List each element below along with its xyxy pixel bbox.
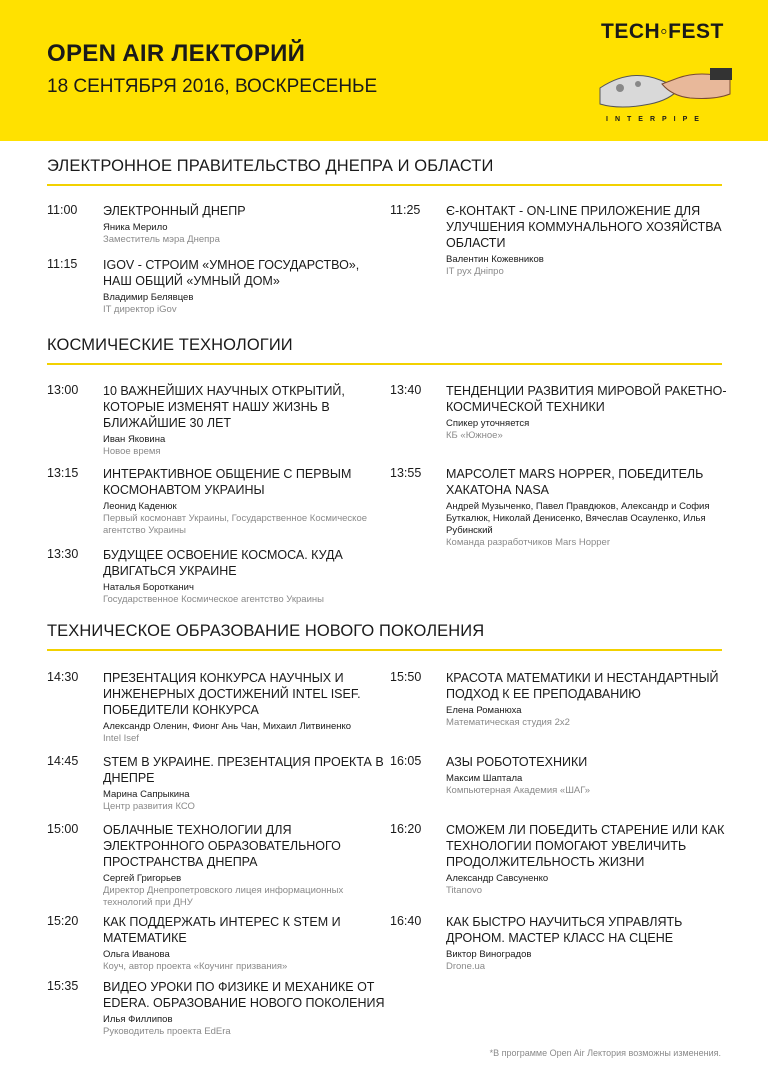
section-title-egov: ЭЛЕКТРОННОЕ ПРАВИТЕЛЬСТВО ДНЕПРА И ОБЛАСТИ — [47, 157, 494, 175]
section-divider — [47, 649, 722, 651]
item-speaker: Леонид Каденюк — [103, 501, 177, 512]
item-role: Первый космонавт Украины, Государственное Космическое агентство Украины — [103, 513, 368, 536]
item-title: ВИДЕО УРОКИ ПО ФИЗИКЕ И МЕХАНИКЕ ОТ EDERA. ОБРАЗОВАНИЕ НОВОГО ПОКОЛЕНИЯ — [103, 980, 385, 1010]
event-date: 18 СЕНТЯБРЯ 2016, ВОСКРЕСЕНЬЕ — [47, 76, 378, 97]
item-time: 11:15 — [47, 257, 78, 271]
item-role: Заместитель мэра Днепра — [103, 234, 220, 245]
techfest-logo: TECH◦FEST — [601, 20, 724, 43]
item-role: Intel Isef — [103, 733, 139, 744]
item-title: КРАСОТА МАТЕМАТИКИ И НЕСТАНДАРТНЫЙ ПОДХОД К ЕЕ ПРЕПОДАВАНИЮ — [446, 671, 719, 701]
item-speaker: Максим Шаптала — [446, 773, 523, 784]
item-title: ПРЕЗЕНТАЦИЯ КОНКУРСА НАУЧНЫХ И ИНЖЕНЕРНЫХ ДОСТИЖЕНИЙ INTEL ISEF. ПОБЕДИТЕЛИ КОНКУРСА — [103, 671, 361, 717]
header-banner — [0, 0, 768, 141]
item-speaker: Наталья Бороткaнич — [103, 582, 194, 593]
item-role: Коуч, автор проекта «Коучинг призвания» — [103, 961, 288, 972]
item-time: 14:45 — [47, 754, 79, 768]
item-time: 15:50 — [390, 670, 422, 684]
interpipe-logo: INTERPIPE — [606, 116, 706, 123]
item-time: 13:15 — [47, 466, 79, 480]
item-time: 16:05 — [390, 754, 422, 768]
item-role: КБ «Южное» — [446, 430, 503, 441]
item-time: 13:30 — [47, 547, 79, 561]
item-title: ОБЛАЧНЫЕ ТЕХНОЛОГИИ ДЛЯ ЭЛЕКТРОННОГО ОБРАЗОВАТЕЛЬНОГО ПРОСТРАНСТВА ДНЕПРА — [103, 823, 341, 869]
item-title: АЗЫ РОБОТОТЕХНИКИ — [446, 755, 588, 769]
section-divider — [47, 184, 722, 186]
section-title-space: КОСМИЧЕСКИЕ ТЕХНОЛОГИИ — [47, 336, 293, 354]
item-time: 11:25 — [390, 203, 421, 217]
item-title: STEM В УКРАИНЕ. ПРЕЗЕНТАЦИЯ ПРОЕКТА В ДНЕПРЕ — [103, 755, 384, 785]
item-title: ИНТЕРАКТИВНОЕ ОБЩЕНИЕ С ПЕРВЫМ КОСМОНАВТОМ УКРАИНЫ — [103, 467, 352, 497]
item-title: ТЕНДЕНЦИИ РАЗВИТИЯ МИРОВОЙ РАКЕТНО-КОСМИЧЕСКОЙ ТЕХНИКИ — [446, 384, 727, 414]
item-time: 14:30 — [47, 670, 79, 684]
footnote: *В программе Open Air Лектория возможны изменения. — [489, 1048, 721, 1058]
item-time: 16:40 — [390, 914, 422, 928]
item-role: Titanovo — [446, 885, 483, 896]
item-speaker: Виктор Виноградов — [446, 949, 532, 960]
item-time: 16:20 — [390, 822, 422, 836]
item-time: 13:00 — [47, 383, 79, 397]
item-role: Команда разработчиков Mars Hopper — [446, 537, 610, 548]
item-time: 15:00 — [47, 822, 79, 836]
item-role: Центр развития КСО — [103, 801, 195, 812]
item-role: Компьютерная Академия «ШАГ» — [446, 785, 591, 796]
item-role: Директор Днепропетровского лицея информационных технологий при ДНУ — [103, 885, 344, 908]
item-title: БУДУЩЕЕ ОСВОЕНИЕ КОСМОСА. КУДА ДВИГАТЬСЯ УКРАИНЕ — [103, 548, 343, 578]
item-time: 15:35 — [47, 979, 79, 993]
item-role: Математическая студия 2х2 — [446, 717, 570, 728]
item-speaker: Яника Мерило — [103, 222, 168, 233]
item-speaker: Валентин Кожевников — [446, 254, 544, 265]
item-title: МАРСОЛЕТ MARS HOPPER, ПОБЕДИТЕЛЬ ХАКАТОНА NASA — [446, 467, 704, 497]
item-speaker: Марина Сапрыкина — [103, 789, 190, 800]
item-speaker: Александр Савсуненко — [446, 873, 549, 884]
item-speaker: Ольга Иванова — [103, 949, 170, 960]
item-title: Є-КОНТАКТ - ON-LINE ПРИЛОЖЕНИЕ ДЛЯ УЛУЧШЕНИЯ КОММУНАЛЬНОГО ХОЗЯЙСТВА ОБЛАСТИ — [446, 204, 722, 250]
item-role: Новое время — [103, 446, 161, 457]
item-role: Руководитель проекта EdEra — [103, 1026, 231, 1037]
item-speaker: Владимир Белявцев — [103, 292, 194, 303]
item-role: IT директор iGov — [103, 304, 177, 315]
item-title: КАК БЫСТРО НАУЧИТЬСЯ УПРАВЛЯТЬ ДРОНОМ. МАСТЕР КЛАСС НА СЦЕНЕ — [446, 915, 683, 945]
item-role: Государственное Космическое агентство Украины — [103, 594, 324, 605]
item-speaker: Елена Романюха — [446, 705, 522, 716]
item-title: 10 ВАЖНЕЙШИХ НАУЧНЫХ ОТКРЫТИЙ, КОТОРЫЕ ИЗМЕНЯТ НАШУ ЖИЗНЬ В БЛИЖАЙШИЕ 30 ЛЕТ — [103, 384, 345, 430]
item-time: 15:20 — [47, 914, 79, 928]
section-divider — [47, 363, 722, 365]
item-speaker: Иван Яковина — [103, 434, 166, 445]
item-speaker: Спикер уточняется — [446, 418, 530, 429]
item-title: ЭЛЕКТРОННЫЙ ДНЕПР — [103, 204, 246, 218]
item-role: IT рух Дніпро — [446, 266, 504, 277]
item-speaker: Андрей Музыченко, Павел Правдюков, Александр и София Буткалюк, Николай Денисенко, Вячеслав Осауленко, Илья Рубинский — [446, 501, 710, 536]
item-role: Drone.ua — [446, 961, 486, 972]
item-time: 13:55 — [390, 466, 422, 480]
page-title: OPEN AIR ЛЕКТОРИЙ — [47, 40, 306, 67]
item-speaker: Сергей Григорьев — [103, 873, 182, 884]
item-title: КАК ПОДДЕРЖАТЬ ИНТЕРЕС К STEM И МАТЕМАТИКЕ — [103, 915, 341, 945]
item-time: 13:40 — [390, 383, 422, 397]
section-title-education: ТЕХНИЧЕСКОЕ ОБРАЗОВАНИЕ НОВОГО ПОКОЛЕНИЯ — [47, 622, 485, 640]
item-speaker: Илья Филлипов — [103, 1014, 173, 1025]
item-title: IGOV - СТРОИМ «УМНОЕ ГОСУДАРСТВО», НАШ ОБЩИЙ «УМНЫЙ ДОМ» — [103, 258, 360, 288]
item-title: СМОЖЕМ ЛИ ПОБЕДИТЬ СТАРЕНИЕ ИЛИ КАК ТЕХНОЛОГИИ ПОМОГАЮТ УВЕЛИЧИТЬ ПРОДОЛЖИТЕЛЬНОСТЬ ЖИЗНИ — [446, 823, 725, 869]
item-speaker: Александр Оленин, Фионг Ань Чан, Михаил Литвиненко — [103, 721, 352, 732]
item-time: 11:00 — [47, 203, 78, 217]
